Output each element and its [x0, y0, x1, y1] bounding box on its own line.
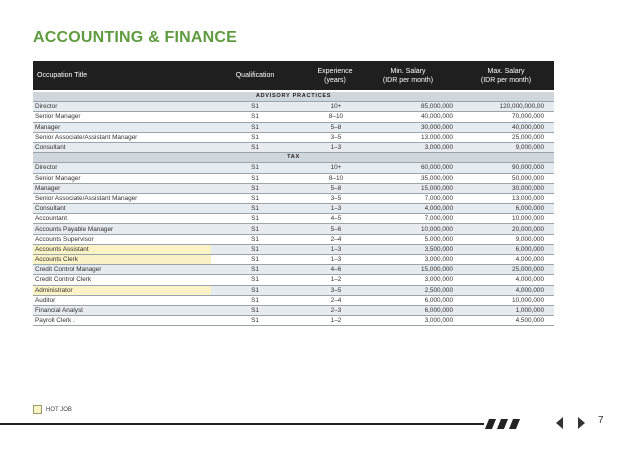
occupation-cell: Manager — [33, 122, 211, 132]
footer-slash — [497, 419, 508, 429]
arrow-left-icon[interactable] — [556, 417, 563, 429]
max-salary-cell: 50,000,000 — [463, 173, 554, 183]
qualification-cell: S1 — [211, 316, 299, 326]
table-row — [33, 244, 554, 254]
min-salary-cell: 85,000,000 — [373, 102, 463, 112]
qualification-cell: S1 — [211, 122, 299, 132]
occupation-cell: Senior Manager — [33, 112, 211, 122]
table-row — [33, 234, 554, 244]
experience-cell: 1–3 — [299, 142, 373, 152]
page-number: 7 — [598, 415, 604, 426]
occupation-cell: Accounts Payable Manager — [33, 224, 211, 234]
max-salary-cell: 9,000,000 — [463, 142, 554, 152]
min-salary-cell: 60,000,000 — [373, 163, 463, 173]
min-salary-cell: 6,000,000 — [373, 295, 463, 305]
arrow-right-icon[interactable] — [578, 417, 585, 429]
min-salary-cell: 3,000,000 — [373, 316, 463, 326]
max-salary-cell: 4,000,000 — [463, 285, 554, 295]
qualification-cell: S1 — [211, 112, 299, 122]
qualification-cell: S1 — [211, 295, 299, 305]
max-salary-cell: 4,500,000 — [463, 316, 554, 326]
col-max-salary: Max. Salary (IDR per month) — [480, 67, 532, 84]
qualification-cell: S1 — [211, 102, 299, 112]
min-salary-cell: 3,000,000 — [373, 255, 463, 265]
experience-cell: 5–8 — [299, 122, 373, 132]
table-row — [33, 305, 554, 315]
experience-cell: 1–3 — [299, 244, 373, 254]
occupation-cell: Payroll Clerk . — [33, 316, 211, 326]
min-salary-cell: 3,000,000 — [373, 142, 463, 152]
min-salary-cell: 40,000,000 — [373, 112, 463, 122]
min-salary-cell: 2,500,000 — [373, 285, 463, 295]
col-occupation-title: Occupation Title — [37, 72, 88, 79]
experience-cell: 2–3 — [299, 305, 373, 315]
page-title: ACCOUNTING & FINANCE — [33, 29, 237, 46]
min-salary-cell: 15,000,000 — [373, 183, 463, 193]
experience-cell: 1–3 — [299, 255, 373, 265]
qualification-cell: S1 — [211, 142, 299, 152]
experience-cell: 3–5 — [299, 193, 373, 203]
min-salary-cell: 3,500,000 — [373, 244, 463, 254]
experience-cell: 10+ — [299, 102, 373, 112]
col-qualification: Qualification — [235, 72, 275, 79]
occupation-cell: Consultant — [33, 142, 211, 152]
footer-rule — [0, 423, 484, 425]
occupation-cell: Senior Associate/Assistant Manager — [33, 193, 211, 203]
max-salary-cell: 20,000,000 — [463, 224, 554, 234]
table-row — [33, 316, 554, 326]
qualification-cell: S1 — [211, 305, 299, 315]
table-row — [33, 183, 554, 193]
experience-cell: 5–8 — [299, 183, 373, 193]
max-salary-cell: 9,000,000 — [463, 234, 554, 244]
legend-label: HOT JOB — [46, 406, 72, 413]
min-salary-cell: 13,000,000 — [373, 132, 463, 142]
qualification-cell: S1 — [211, 255, 299, 265]
experience-cell: 1–2 — [299, 316, 373, 326]
max-salary-cell: 70,000,000 — [463, 112, 554, 122]
max-salary-cell: 6,000,000 — [463, 244, 554, 254]
occupation-cell: Senior Manager — [33, 173, 211, 183]
occupation-cell: Auditor — [33, 295, 211, 305]
footer-slash — [509, 419, 520, 429]
min-salary-cell: 7,000,000 — [373, 193, 463, 203]
occupation-cell: Credit Control Clerk — [33, 275, 211, 285]
qualification-cell: S1 — [211, 234, 299, 244]
occupation-cell: Manager — [33, 183, 211, 193]
min-salary-cell: 10,000,000 — [373, 224, 463, 234]
max-salary-cell: 10,000,000 — [463, 295, 554, 305]
qualification-cell: S1 — [211, 132, 299, 142]
table-header — [33, 61, 554, 90]
section-header-row — [33, 92, 554, 102]
occupation-cell: Credit Control Manager — [33, 265, 211, 275]
max-salary-cell: 25,000,000 — [463, 265, 554, 275]
qualification-cell: S1 — [211, 183, 299, 193]
min-salary-cell: 4,000,000 — [373, 204, 463, 214]
occupation-cell: Accounts Clerk — [33, 255, 211, 265]
experience-cell: 8–10 — [299, 112, 373, 122]
qualification-cell: S1 — [211, 244, 299, 254]
max-salary-cell: 40,000,000 — [463, 122, 554, 132]
occupation-cell: Financial Analyst — [33, 305, 211, 315]
qualification-cell: S1 — [211, 163, 299, 173]
max-salary-cell: 4,000,000 — [463, 255, 554, 265]
max-salary-cell: 1,000,000 — [463, 305, 554, 315]
occupation-cell: Administrator — [33, 285, 211, 295]
table-row — [33, 102, 554, 112]
section-header-row — [33, 153, 554, 163]
col-min-salary: Min. Salary (IDR per month) — [382, 67, 434, 84]
qualification-cell: S1 — [211, 204, 299, 214]
experience-cell: 2–4 — [299, 295, 373, 305]
table-row — [33, 193, 554, 203]
experience-cell: 4–5 — [299, 214, 373, 224]
table-row — [33, 265, 554, 275]
min-salary-cell: 7,000,000 — [373, 214, 463, 224]
occupation-cell: Consultant — [33, 204, 211, 214]
experience-cell: 1–2 — [299, 275, 373, 285]
experience-cell: 3–5 — [299, 132, 373, 142]
salary-table-body — [33, 92, 554, 326]
hot-job-swatch — [33, 405, 42, 414]
occupation-cell: Accounts Assistant — [33, 244, 211, 254]
experience-cell: 10+ — [299, 163, 373, 173]
qualification-cell: S1 — [211, 224, 299, 234]
max-salary-cell: 10,000,000 — [463, 214, 554, 224]
section-title: TAX — [33, 153, 554, 163]
footer-slash — [485, 419, 496, 429]
table-row — [33, 132, 554, 142]
table-row — [33, 285, 554, 295]
section-title: ADVISORY PRACTICES — [33, 92, 554, 102]
min-salary-cell: 30,000,000 — [373, 122, 463, 132]
qualification-cell: S1 — [211, 265, 299, 275]
max-salary-cell: 120,000,000,00 — [463, 102, 554, 112]
experience-cell: 8–10 — [299, 173, 373, 183]
max-salary-cell: 6,000,000 — [463, 204, 554, 214]
occupation-cell: Senior Associate/Assistant Manager — [33, 132, 211, 142]
salary-table — [33, 92, 554, 326]
table-row — [33, 112, 554, 122]
min-salary-cell: 15,000,000 — [373, 265, 463, 275]
experience-cell: 4–6 — [299, 265, 373, 275]
occupation-cell: Accountant — [33, 214, 211, 224]
qualification-cell: S1 — [211, 173, 299, 183]
occupation-cell: Accounts Supervisor — [33, 234, 211, 244]
table-row — [33, 295, 554, 305]
qualification-cell: S1 — [211, 285, 299, 295]
occupation-cell: Director — [33, 163, 211, 173]
table-row — [33, 173, 554, 183]
col-experience: Experience (years) — [317, 67, 353, 84]
min-salary-cell: 6,000,000 — [373, 305, 463, 315]
max-salary-cell: 13,000,000 — [463, 193, 554, 203]
table-row — [33, 255, 554, 265]
max-salary-cell: 25,000,000 — [463, 132, 554, 142]
max-salary-cell: 4,000,000 — [463, 275, 554, 285]
occupation-cell: Director — [33, 102, 211, 112]
experience-cell: 2–4 — [299, 234, 373, 244]
max-salary-cell: 30,000,000 — [463, 183, 554, 193]
table-row — [33, 224, 554, 234]
table-row — [33, 163, 554, 173]
experience-cell: 5–6 — [299, 224, 373, 234]
table-row — [33, 122, 554, 132]
qualification-cell: S1 — [211, 193, 299, 203]
min-salary-cell: 5,000,000 — [373, 234, 463, 244]
experience-cell: 3–5 — [299, 285, 373, 295]
max-salary-cell: 90,000,000 — [463, 163, 554, 173]
min-salary-cell: 35,000,000 — [373, 173, 463, 183]
table-row — [33, 214, 554, 224]
table-row — [33, 275, 554, 285]
experience-cell: 1–3 — [299, 204, 373, 214]
qualification-cell: S1 — [211, 275, 299, 285]
legend — [33, 405, 72, 414]
table-row — [33, 142, 554, 152]
qualification-cell: S1 — [211, 214, 299, 224]
table-row — [33, 204, 554, 214]
min-salary-cell: 3,000,000 — [373, 275, 463, 285]
